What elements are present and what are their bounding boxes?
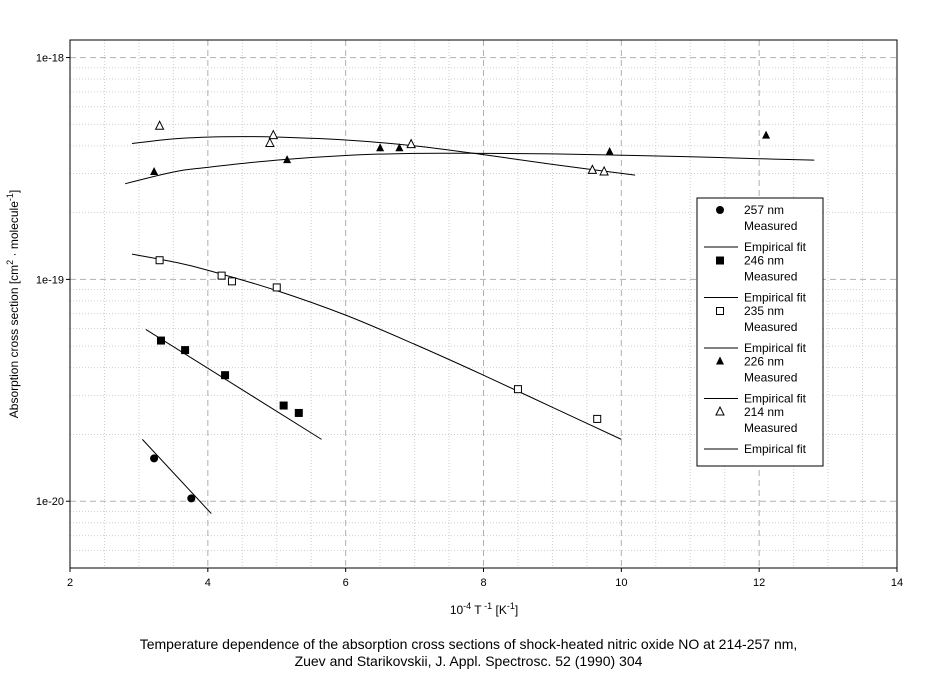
legend-sublabel: Measured (744, 370, 798, 385)
legend-sublabel: Measured (744, 320, 798, 334)
x-ticks (67, 568, 903, 589)
legend-label: 214 nm (744, 405, 785, 419)
y-axis-title: Absorption cross section [$cm^2$ · molecule$^{-1}$] (5, 189, 21, 419)
data-point (606, 147, 614, 155)
data-point (150, 454, 158, 462)
fit-line-235-nm (132, 254, 621, 439)
caption-line-1: Temperature dependence of the absorption cross sections of shock-heated nitric oxide NO at 214-257 nm, (139, 636, 798, 652)
fit-line-257-nm (142, 439, 211, 513)
legend-label: 257 nm (744, 203, 785, 217)
caption-line-2: Zuev and Starikovskii, J. Appl. Spectrosc. 52 (1990) 304 (294, 653, 643, 669)
data-point (150, 167, 158, 175)
data-point (594, 415, 601, 422)
y-tick-label: 1e-19 (35, 274, 64, 287)
legend-sublabel: Measured (744, 269, 798, 284)
data-point (407, 140, 415, 148)
legend-marker (716, 257, 724, 265)
y-tick-label: 1e-18 (35, 52, 64, 65)
data-point (156, 121, 164, 129)
data-point (187, 494, 195, 502)
figure-caption (0, 636, 937, 670)
x-tick-label: 12 (753, 577, 766, 589)
legend-fit-label: Empirical fit (744, 240, 807, 254)
x-axis-title: $10^{-4}$ T $^{-1}$ $[K^{-1}]$ (449, 601, 519, 617)
legend-label: 235 nm (744, 304, 785, 318)
data-point (266, 138, 274, 146)
x-tick-label: 8 (480, 577, 487, 589)
x-tick-label: 6 (342, 577, 349, 589)
data-point (156, 257, 163, 264)
data-point (228, 278, 235, 285)
data-point (273, 284, 280, 291)
legend-label: 246 nm (744, 253, 785, 268)
legend-fit-label: Empirical fit (744, 442, 807, 456)
data-point (157, 337, 165, 345)
data-point (376, 143, 384, 151)
data-point (295, 409, 303, 417)
legend (697, 198, 823, 466)
data-point (218, 272, 225, 279)
legend-marker (716, 206, 724, 214)
y-ticks (36, 53, 70, 509)
data-points (150, 121, 770, 502)
data-point (269, 131, 277, 139)
x-tick-label: 2 (66, 577, 74, 589)
legend-label: 226 nm (744, 354, 785, 369)
data-point (762, 131, 770, 139)
legend-fit-label: Empirical fit (744, 290, 807, 305)
x-tick-label: 4 (204, 577, 211, 589)
data-point (181, 346, 189, 354)
data-point (221, 371, 229, 379)
legend-sublabel: Measured (744, 219, 798, 233)
legend-sublabel: Measured (744, 421, 798, 435)
legend-marker (717, 308, 724, 315)
fit-line-226-nm (125, 153, 814, 184)
legend-fit-label: Empirical fit (744, 391, 807, 406)
y-tick-label: 1e-20 (35, 496, 64, 509)
data-point (514, 386, 521, 393)
x-tick-label: 14 (890, 577, 904, 589)
data-point (280, 402, 288, 410)
x-tick-label: 10 (615, 577, 628, 589)
legend-fit-label: Empirical fit (744, 341, 807, 355)
